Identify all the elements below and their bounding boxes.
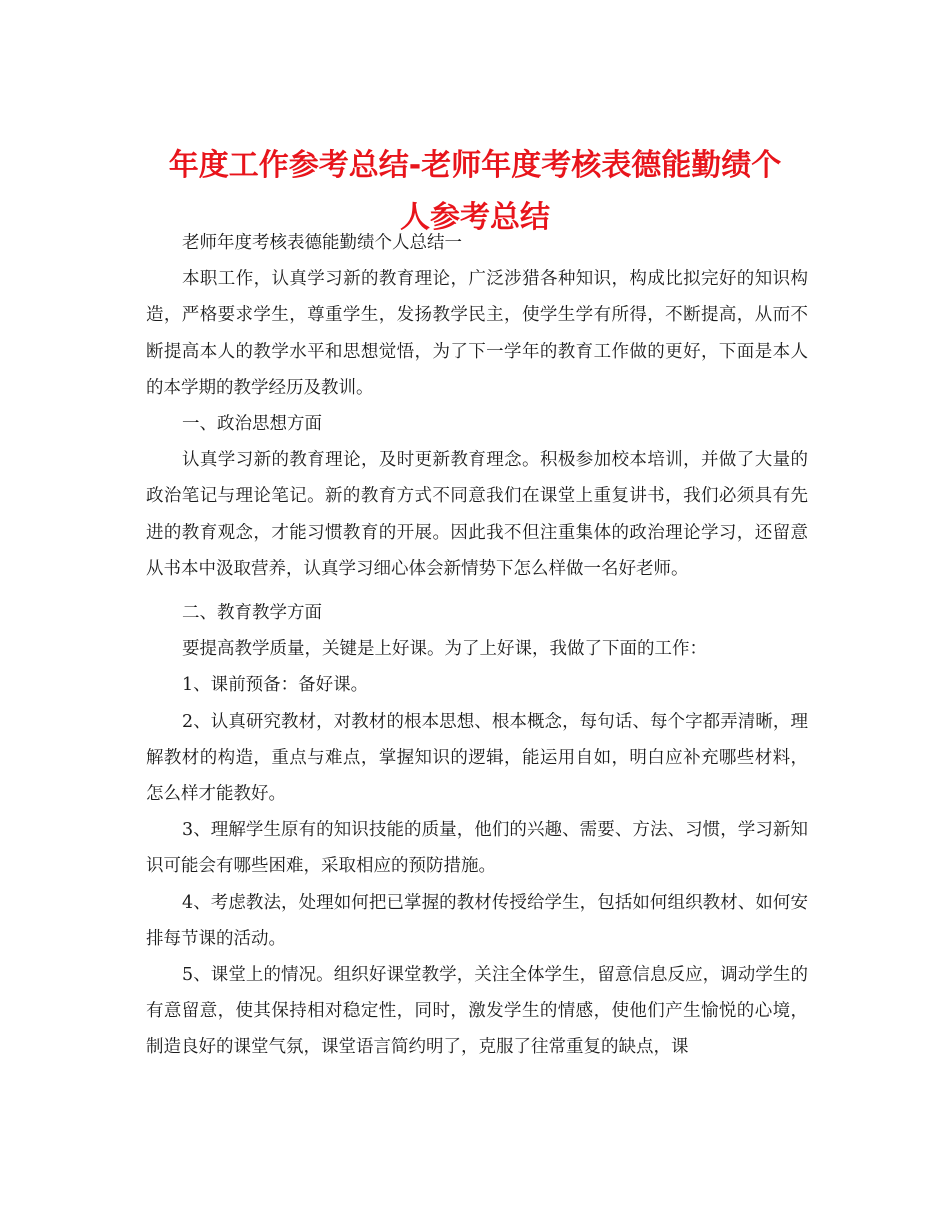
- section-heading-politics: 一、政治思想方面: [182, 414, 322, 435]
- list-item-5: 5、课堂上的情况。组织好课堂教学，关注全体学生，留意信息反应，调动学生的有意留意，使其保持相对稳定性，同时，激发学生的情感，使他们产生愉悦的心境，制造良好的课堂气氛，课堂语言简约明了，克服了往常重复的缺点，课: [146, 965, 808, 1058]
- list-item-1: 1、课前预备：备好课。: [182, 675, 369, 696]
- list-item-4: 4、考虑教法，处理如何把已掌握的教材传授给学生，包括如何组织教材、如何安排每节课的活动。: [146, 892, 808, 949]
- section-heading-teaching: 二、教育教学方面: [182, 603, 322, 624]
- subtitle-paragraph: 老师年度考核表德能勤绩个人总结一: [182, 233, 462, 253]
- intro-paragraph: 本职工作，认真学习新的教育理论，广泛涉猎各种知识，构成比拟完好的知识构造，严格要求学生，尊重学生，发扬教学民主，使学生学有所得，不断提高，从而不断提高本人的教学水平和思想觉悟，为了下一学年的教育工作做的更好，下面是本人的本学期的教学经历及教训。: [146, 269, 808, 398]
- list-item-2: 2、认真研究教材，对教材的根本思想、根本概念，每句话、每个字都弄清晰，理解教材的构造，重点与难点，掌握知识的逻辑，能运用自如，明白应补充哪些材料，怎么样才能教好。: [146, 711, 808, 805]
- document-body: [146, 225, 808, 1066]
- title-line-1: 年度工作参考总结-老师年度考核表德能勤绩个: [168, 148, 782, 183]
- list-item-3: 3、理解学生原有的知识技能的质量，他们的兴趣、需要、方法、习惯，学习新知识可能会有哪些困难，采取相应的预防措施。: [146, 820, 808, 877]
- teaching-intro-paragraph: 要提高教学质量，关键是上好课。为了上好课，我做了下面的工作：: [182, 639, 707, 660]
- title-line-2: 人参考总结: [400, 200, 550, 235]
- politics-paragraph: 认真学习新的教育理论，及时更新教育理念。积极参加校本培训，并做了大量的政治笔记与理论笔记。新的教育方式不同意我们在课堂上重复讲书，我们必须具有先进的教育观念，才能习惯教育的开展。因此我不但注重集体的政治理论学习，还留意从书本中汲取营养，认真学习细心体会新情势下怎么样做一名好老师。: [146, 450, 808, 579]
